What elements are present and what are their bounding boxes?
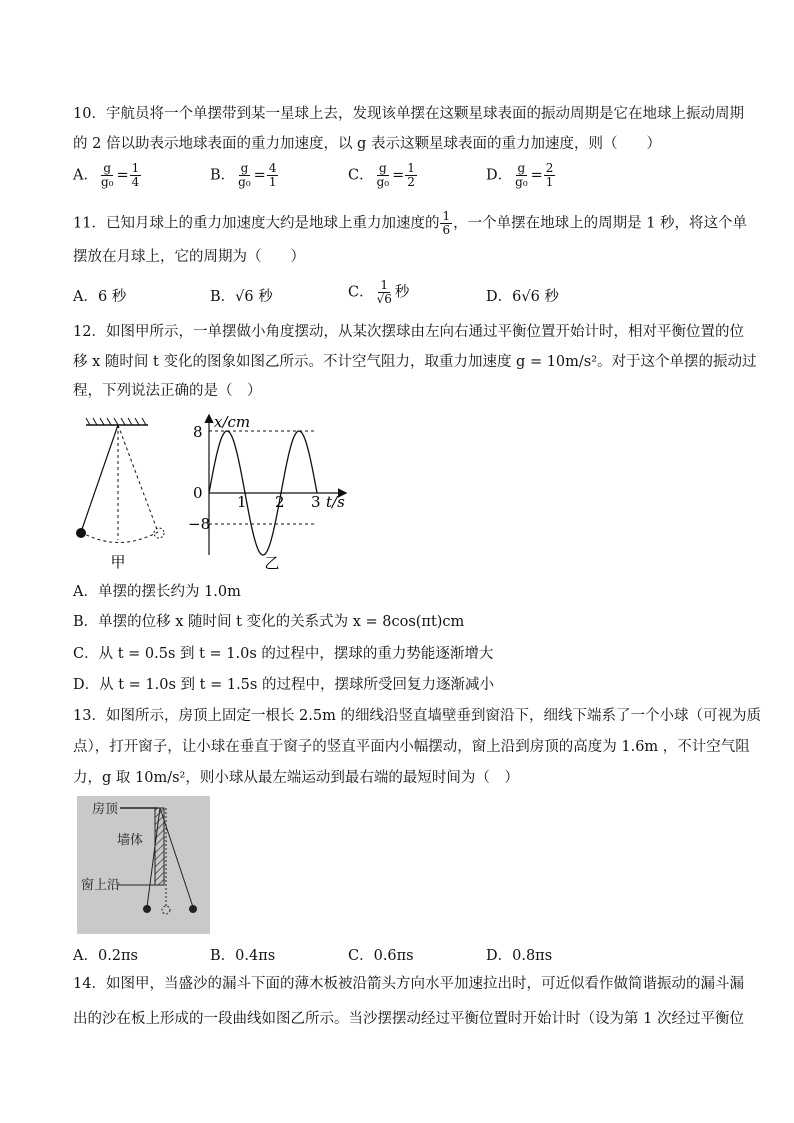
y-tick-neg: −8 [188, 515, 211, 533]
pendulum-figure-jia [70, 415, 180, 575]
q10-option-a: A． $\frac{g}{\text{g₀}}$ = $\frac{1}{4}$ [73, 161, 140, 189]
q12-line2: 移 x 随时间 t 变化的图象如图乙所示。不计空气阻力，取重力加速度 g = 10m/s²。对于这个单摆的振动过 [73, 354, 757, 370]
x-tick-2: 2 [275, 493, 285, 511]
q12-option-c: C．从 t = 0.5s 到 t = 1.0s 的过程中，摆球的重力势能逐渐增大 [73, 646, 494, 662]
q12-line3: 程，下列说法正确的是（ ） [73, 383, 262, 399]
q12-option-a: A．单摆的摆长约为 1.0m [73, 584, 241, 600]
label-jia: 甲 [110, 553, 126, 571]
q11-option-c: C． $\frac{1}{√6}$ 秒 [348, 278, 410, 306]
q11-option-d: D．6√6 秒 [486, 289, 559, 305]
q13-option-d: D．0.8πs [486, 948, 553, 964]
x-axis-label: t/s [326, 493, 345, 511]
q10-line1: 10．宇航员将一个单摆带到某一星球上去，发现该单摆在这颗星球表面的振动周期是它在地球上振动周期 [73, 106, 744, 122]
q11-line2: 摆放在月球上，它的周期为（ ） [73, 249, 305, 265]
q10-option-b: B． $\frac{g}{\text{g₀}}$ = $\frac{4}{1}$ [210, 161, 277, 189]
q12-option-d: D．从 t = 1.0s 到 t = 1.5s 的过程中，摆球所受回复力逐渐减小 [73, 677, 494, 693]
photo-roof-label: 房顶 [92, 802, 119, 817]
q12-option-b: B．单摆的位移 x 随时间 t 变化的关系式为 x = 8cos(πt)cm [73, 614, 465, 630]
q11-line1: 11．已知月球上的重力加速度大约是地球上重力加速度的 $\frac{1}{6}$ ，一个单摆在地球上的周期是 1 秒，将这个单 [73, 209, 748, 237]
q13-line3: 力，g 取 10m/s²，则小球从最左端运动到最右端的最短时间为（ ） [73, 770, 519, 786]
q11-option-a: A．6 秒 [73, 289, 127, 305]
q14-line1: 14．如图甲，当盛沙的漏斗下面的薄木板被沿箭头方向水平加速拉出时，可近似看作做简谐振动的漏斗漏 [73, 976, 744, 992]
q12-line1: 12．如图甲所示，一单摆做小角度摆动，从某次摆球由左向右通过平衡位置开始计时，相对平衡位置的位 [73, 324, 744, 340]
q13-line1: 13．如图所示，房顶上固定一根长 2.5m 的细线沿竖直墙壁垂到窗沿下，细线下端系了一个小球（可视为质 [73, 708, 761, 724]
x-tick-3: 3 [311, 493, 321, 511]
origin-label: 0 [193, 484, 203, 502]
label-yi: 乙 [264, 554, 280, 572]
q14-line2: 出的沙在板上形成的一段曲线如图乙所示。当沙摆摆动经过平衡位置时开始计时（设为第 1 次经过平衡位 [73, 1011, 744, 1027]
q13-line2: 点），打开窗子，让小球在垂直于窗子的竖直平面内小幅摆动，窗上沿到房顶的高度为 1.6m ，不计空气阻 [73, 739, 750, 755]
y-axis-label: x/cm [214, 413, 251, 431]
q11-option-b: B．√6 秒 [210, 289, 273, 305]
y-tick-pos: 8 [193, 423, 203, 441]
displacement-time-graph-yi [180, 410, 360, 575]
q13-option-b: B．0.4πs [210, 948, 276, 964]
q10-option-d: D． $\frac{g}{\text{g₀}}$ = $\frac{2}{1}$ [486, 161, 554, 189]
q13-option-a: A．0.2πs [73, 948, 139, 964]
x-tick-1: 1 [237, 493, 247, 511]
q10-option-c: C． $\frac{g}{\text{g₀}}$ = $\frac{1}{2}$ [348, 161, 415, 189]
window-pendulum-photo [77, 796, 210, 934]
q13-option-c: C．0.6πs [348, 948, 414, 964]
photo-window-label: 窗上沿 [81, 878, 121, 893]
photo-wall-label: 墙体 [117, 833, 144, 848]
q10-line2: 的 2 倍以助表示地球表面的重力加速度，以 g 表示这颗星球表面的重力加速度，则（ ） [73, 136, 661, 152]
